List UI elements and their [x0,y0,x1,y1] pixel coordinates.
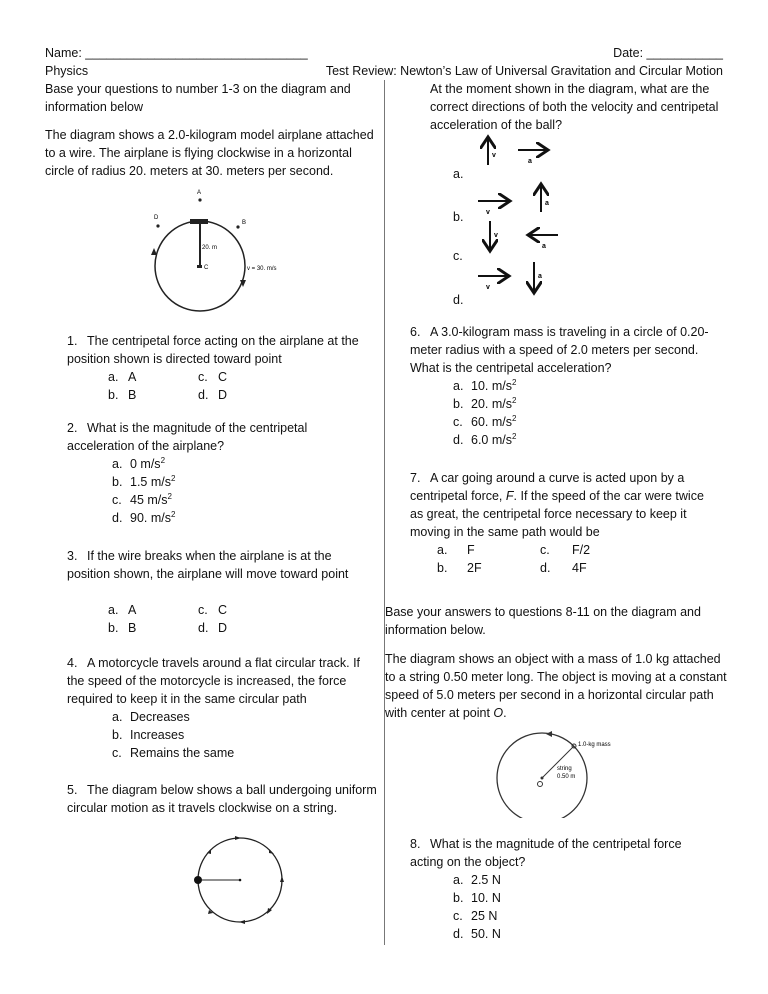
q1-text: The centripetal force acting on the airplane at the position shown is directed toward point [67,334,359,366]
q5-number: 5. [67,783,78,797]
q6-option-a[interactable]: a. 10. $m/s^2$ [453,377,517,393]
arrow-option-c-letter[interactable]: c. [453,249,463,263]
q6-text: A 3.0-kilogram mass is traveling in a circle of 0.20-meter radius with a speed of 2.0 meters per second. What is the centripetal acceleration? [410,325,709,375]
page-title: Test Review: Newton’s Law of Universal Gravitation and Circular Motion [325,64,723,78]
q1-option-c[interactable]: c. C [198,370,228,384]
arrow-option-a-letter[interactable]: a. [453,167,464,181]
intro-text: The diagram shows an object with a mass of 1.0 kg attached to a string 0.50 meter long. The object is moving at a constant speed of 5.0 meters per second in a horizontal circular path with center at point [385,652,727,720]
q7-option-a[interactable]: a. F [437,543,475,557]
airplane-icon [190,219,208,224]
arrow-options-diagram [470,130,580,300]
q2-option-c[interactable]: c. 45 $m/s^2$ [112,491,172,507]
q1-option-a[interactable]: a. A [108,370,137,384]
q2-options [112,455,175,527]
svg-text:a: a [528,158,532,165]
question-8 [410,835,715,871]
question-1 [67,332,377,368]
question-6 [410,323,725,377]
question-2 [67,419,357,455]
mass-string-diagram [490,728,650,818]
q8-option-d[interactable]: d. 50. N [453,927,501,941]
svg-text:B: B [242,220,247,226]
q8-text: What is the magnitude of the centripetal force acting on the object? [410,837,682,869]
q7-option-d[interactable]: d. 4F [540,561,587,575]
option-b-arrows [478,186,549,216]
q4-option-a[interactable]: a. Decreases [112,710,190,724]
q8-option-c[interactable]: c. 25 N [453,909,498,923]
q3-option-c[interactable]: c. C [198,603,228,617]
svg-text:v: v [486,284,490,291]
q6-option-b[interactable]: b. 20. $m/s^2$ [453,395,517,411]
intro-mass-string [385,650,730,722]
q2-option-d[interactable]: d. 90. $m/s^2$ [112,509,176,525]
ball-icon [194,876,202,884]
q8-options [453,871,501,943]
ball-circle-diagram [185,832,295,932]
q2-text: What is the magnitude of the centripetal acceleration of the airplane? [67,421,308,453]
q2-option-b[interactable]: b. 1.5 $m/s^2$ [112,473,176,489]
option-a-arrows [488,139,546,165]
svg-text:20. m: 20. m [202,245,218,251]
q7-text-cont: . If the speed of the car were twice as great, the centripetal force necessary to keep it moving in the same path would be [410,489,704,539]
question-5 [67,781,379,817]
q5-text: The diagram below shows a ball undergoing uniform circular motion as it travels clockwise on a string. [67,783,377,815]
q1-option-d[interactable]: d. D [198,388,228,402]
q4-option-c[interactable]: c. Remains the same [112,746,235,760]
q2-option-a[interactable]: a. 0 $m/s^2$ [112,455,166,471]
svg-text:a: a [542,243,546,250]
q3-option-a[interactable]: a. A [108,603,137,617]
option-d-arrows [478,262,542,291]
q4-options [112,708,234,762]
q1-option-b[interactable]: b. B [108,388,137,402]
arrow-option-b-letter[interactable]: b. [453,210,464,224]
svg-text:v: v [486,209,490,216]
q2-number: 2. [67,421,78,435]
arrow-option-d-letter[interactable]: d. [453,293,464,307]
q7-number: 7. [410,471,421,485]
center-point-symbol: O [493,706,504,720]
q3-number: 3. [67,549,78,563]
svg-text:1.0-kg mass: 1.0-kg mass [578,742,611,748]
name-field[interactable]: Name: ________________________________ [45,46,308,60]
svg-text:v = 30. m/s: v = 30. m/s [247,266,277,272]
intro-q8-11: Base your answers to questions 8-11 on the diagram and information below. [385,605,701,637]
q6-number: 6. [410,325,421,339]
q3-option-d[interactable]: d. D [198,621,228,635]
question-3 [67,547,367,583]
q8-option-b[interactable]: b. 10. N [453,891,501,905]
q7-force-symbol: F [505,489,514,503]
svg-text:v: v [492,152,496,159]
svg-text:A: A [197,190,202,196]
column-divider [384,80,385,945]
q7-text: A car going around a curve is acted upon by a centripetal force, [410,471,685,503]
subject-label: Physics [45,64,89,78]
q6-options [453,377,516,449]
svg-text:a: a [538,273,542,280]
q7-option-b[interactable]: b. 2F [437,561,482,575]
svg-text:a: a [545,200,549,207]
date-field[interactable]: Date: ___________ [613,46,723,60]
intro-text-end: . [503,706,507,720]
q6-option-c[interactable]: c. 60. $m/s^2$ [453,413,517,429]
q4-option-b[interactable]: b. Increases [112,728,185,742]
airplane-circle-diagram [140,188,340,318]
q3-text: If the wire breaks when the airplane is at the position shown, the airplane will move toward point [67,549,349,581]
intro-q1-3: Base your questions to number 1-3 on the diagram and information below [45,82,351,114]
svg-text:string: string [557,766,572,772]
svg-text:v: v [494,232,498,239]
intro-airplane: The diagram shows a 2.0-kilogram model airplane attached to a wire. The airplane is flying clockwise in a horizontal circle of radius 20. meters at 30. meters per second. [45,128,374,178]
q3-option-b[interactable]: b. B [108,621,137,635]
q4-text: A motorcycle travels around a flat circular track. If the speed of the motorcycle is increased, the force required to keep it in the same circular path [67,656,361,706]
svg-text:D: D [154,215,159,221]
q8-number: 8. [410,837,421,851]
q1-number: 1. [67,334,78,348]
q4-number: 4. [67,656,78,670]
question-7 [410,469,715,541]
q7-option-c[interactable]: c. F/2 [540,543,591,557]
option-c-arrows [490,221,558,250]
q8-option-a[interactable]: a. 2.5 N [453,873,501,887]
q6-option-d[interactable]: d. 6.0 $m/s^2$ [453,431,517,447]
q5-continued: At the moment shown in the diagram, what are the correct directions of both the velocity and centripetal acceleration of the ball? [430,82,719,132]
svg-text:C: C [204,265,209,271]
question-4 [67,654,379,708]
svg-text:0.50 m: 0.50 m [557,774,576,780]
